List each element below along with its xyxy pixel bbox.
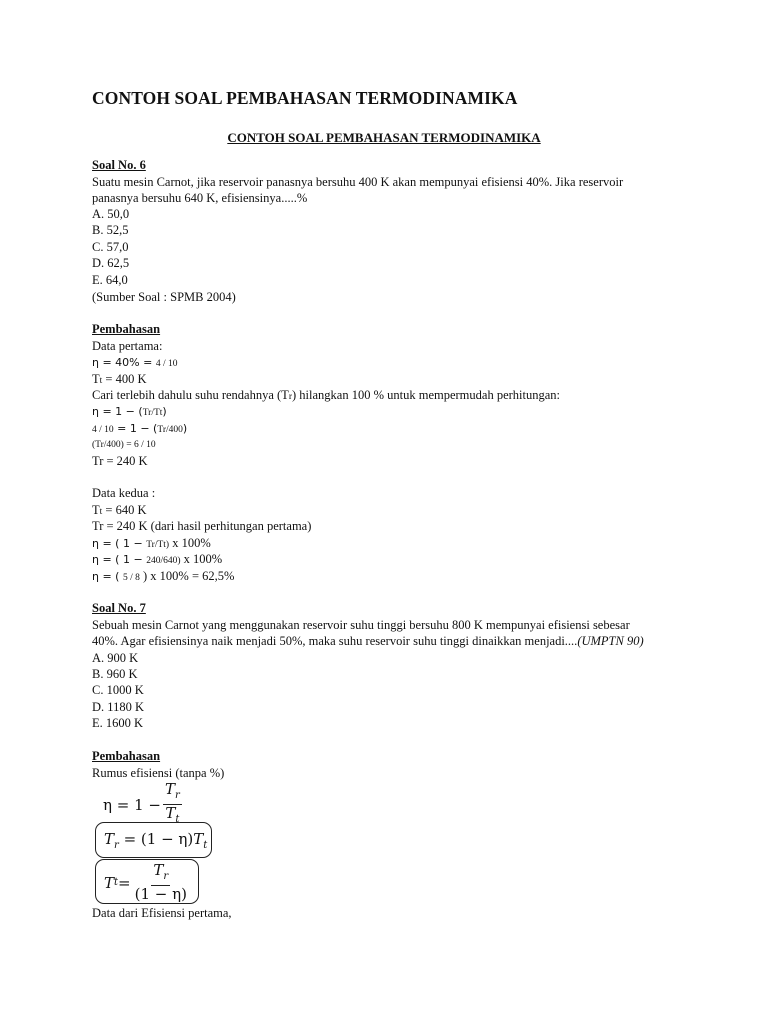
- soal-7-option-c: C. 1000 K: [92, 683, 144, 697]
- soal-7-option-a: A. 900 K: [92, 651, 139, 665]
- f2-b: = (1 − η): [118, 830, 194, 848]
- cari-text-a: Cari terlebih dahulu suhu rendahnya (T: [92, 388, 289, 402]
- soal-6-option-c: C. 57,0: [92, 240, 129, 254]
- f1-num: T: [164, 780, 175, 798]
- f3-num: T: [153, 861, 164, 879]
- f1-den-sub: t: [175, 814, 180, 825]
- tt2-symbol: T: [92, 503, 100, 517]
- tr-formula: [104, 830, 207, 851]
- eq2-part-b: = 1 − (: [113, 422, 158, 435]
- eq2-part-d: ): [182, 422, 188, 435]
- efficiency-formula: [103, 781, 184, 828]
- f2-a-sub: r: [114, 840, 119, 851]
- eta-rhs: 4 / 10: [155, 359, 178, 369]
- k1-part-c: x 100%: [169, 536, 211, 550]
- soal-6-pembahasan-heading: Pembahasan: [92, 322, 161, 336]
- eq1-part-c: ): [162, 405, 167, 418]
- eq2-part-a: 4 / 10: [92, 425, 114, 435]
- k3-part-c: ) x 100% = 62,5%: [139, 569, 235, 583]
- soal-7-pembahasan-heading: Pembahasan: [92, 749, 161, 763]
- soal-7-option-e: E. 1600 K: [92, 716, 144, 730]
- f3-fraction: [133, 862, 189, 903]
- soal-6-option-d: D. 62,5: [92, 256, 130, 270]
- soal-7-question-text: 40%. Agar efisiensinya naik menjadi 50%, maka suhu reservoir suhu tinggi dinaikkan menjadi....: [92, 634, 578, 648]
- soal-6-option-b: B. 52,5: [92, 223, 129, 237]
- eq2-part-c: Tr/400: [157, 425, 183, 435]
- soal-7-heading: Soal No. 7: [92, 601, 146, 615]
- tr2-value: Tr = 240 K (dari hasil perhitungan pertama): [92, 519, 312, 533]
- f2-c-sub: t: [203, 840, 208, 851]
- soal-7-option-b: B. 960 K: [92, 667, 138, 681]
- tt-formula: [104, 862, 191, 903]
- tr-formula-box: [95, 822, 212, 858]
- k2-part-c: x 100%: [180, 552, 223, 566]
- f2-c: T: [193, 830, 204, 848]
- f3-eq: =: [118, 873, 131, 892]
- f1-lhs: η = 1 −: [103, 795, 161, 814]
- eq1-part-b: Tr/Tt: [142, 408, 163, 418]
- f1-num-sub: r: [175, 790, 180, 801]
- tt2-subscript: t: [99, 507, 103, 517]
- equation-2: [92, 420, 187, 438]
- soal-6-question-line2: panasnya bersuhu 640 K, efisiensinya.....%: [92, 191, 308, 205]
- f3-lhs: T: [104, 873, 115, 892]
- f2-a: T: [104, 830, 115, 848]
- tt-symbol: T: [92, 372, 100, 386]
- page-title: CONTOH SOAL PEMBAHASAN TERMODINAMIKA: [92, 88, 518, 108]
- soal-7-question-line1: Sebuah mesin Carnot yang menggunakan reservoir suhu tinggi bersuhu 800 K mempunyai efisiensi sebesar: [92, 618, 630, 632]
- cari-text-b: ) hilangkan 100 % untuk mempermudah perhitungan:: [292, 388, 560, 402]
- soal-7-option-d: D. 1180 K: [92, 700, 144, 714]
- equation-3: (Tr/400) = 6 / 10: [92, 440, 156, 450]
- tr-result: Tr = 240 K: [92, 454, 148, 468]
- tt-formula-box: [95, 859, 199, 904]
- f3-den: (1 − η): [134, 885, 187, 903]
- data-kedua-label: Data kedua :: [92, 486, 156, 500]
- kedua-eq-2: [92, 551, 222, 569]
- f1-fraction: [163, 781, 182, 828]
- tt2-rest: = 640 K: [102, 503, 147, 517]
- k1-part-b: Tr/Tt): [146, 540, 170, 550]
- soal-7-source: (UMPTN 90): [577, 634, 644, 648]
- f3-lhs-sub: t: [114, 877, 119, 888]
- eta-lhs: η = 40% =: [92, 356, 156, 369]
- soal-6-heading: Soal No. 6: [92, 158, 146, 172]
- equation-1: [92, 403, 167, 421]
- tt-subscript: t: [99, 376, 103, 386]
- closing-line: Data dari Efisiensi pertama,: [92, 906, 232, 920]
- soal-6-option-e: E. 64,0: [92, 273, 128, 287]
- section-title: CONTOH SOAL PEMBAHASAN TERMODINAMIKA: [227, 130, 541, 145]
- k2-part-a: η = ( 1 −: [92, 553, 147, 566]
- rumus-label: Rumus efisiensi (tanpa %): [92, 766, 225, 780]
- k1-part-a: η = ( 1 −: [92, 537, 147, 550]
- eta-equation: [92, 354, 177, 372]
- soal-6-source: (Sumber Soal : SPMB 2004): [92, 290, 236, 304]
- k3-part-a: η = (: [92, 570, 123, 583]
- soal-7-question-line2: [92, 633, 644, 649]
- cari-subscript: r: [288, 392, 292, 402]
- k2-part-b: 240/640): [146, 556, 181, 566]
- tt-rest: = 400 K: [102, 372, 147, 386]
- soal-6-question-line1: Suatu mesin Carnot, jika reservoir panasnya bersuhu 400 K akan mempunyai efisiensi 40%. Jika reservoir: [92, 175, 624, 189]
- eq1-part-a: η = 1 − (: [92, 405, 143, 418]
- f1-den: T: [165, 804, 176, 822]
- f3-num-sub: r: [163, 871, 169, 882]
- data-pertama-label: Data pertama:: [92, 339, 163, 353]
- soal-6-option-a: A. 50,0: [92, 207, 130, 221]
- kedua-eq-3: [92, 568, 234, 586]
- k3-part-b: 5 / 8: [122, 573, 140, 583]
